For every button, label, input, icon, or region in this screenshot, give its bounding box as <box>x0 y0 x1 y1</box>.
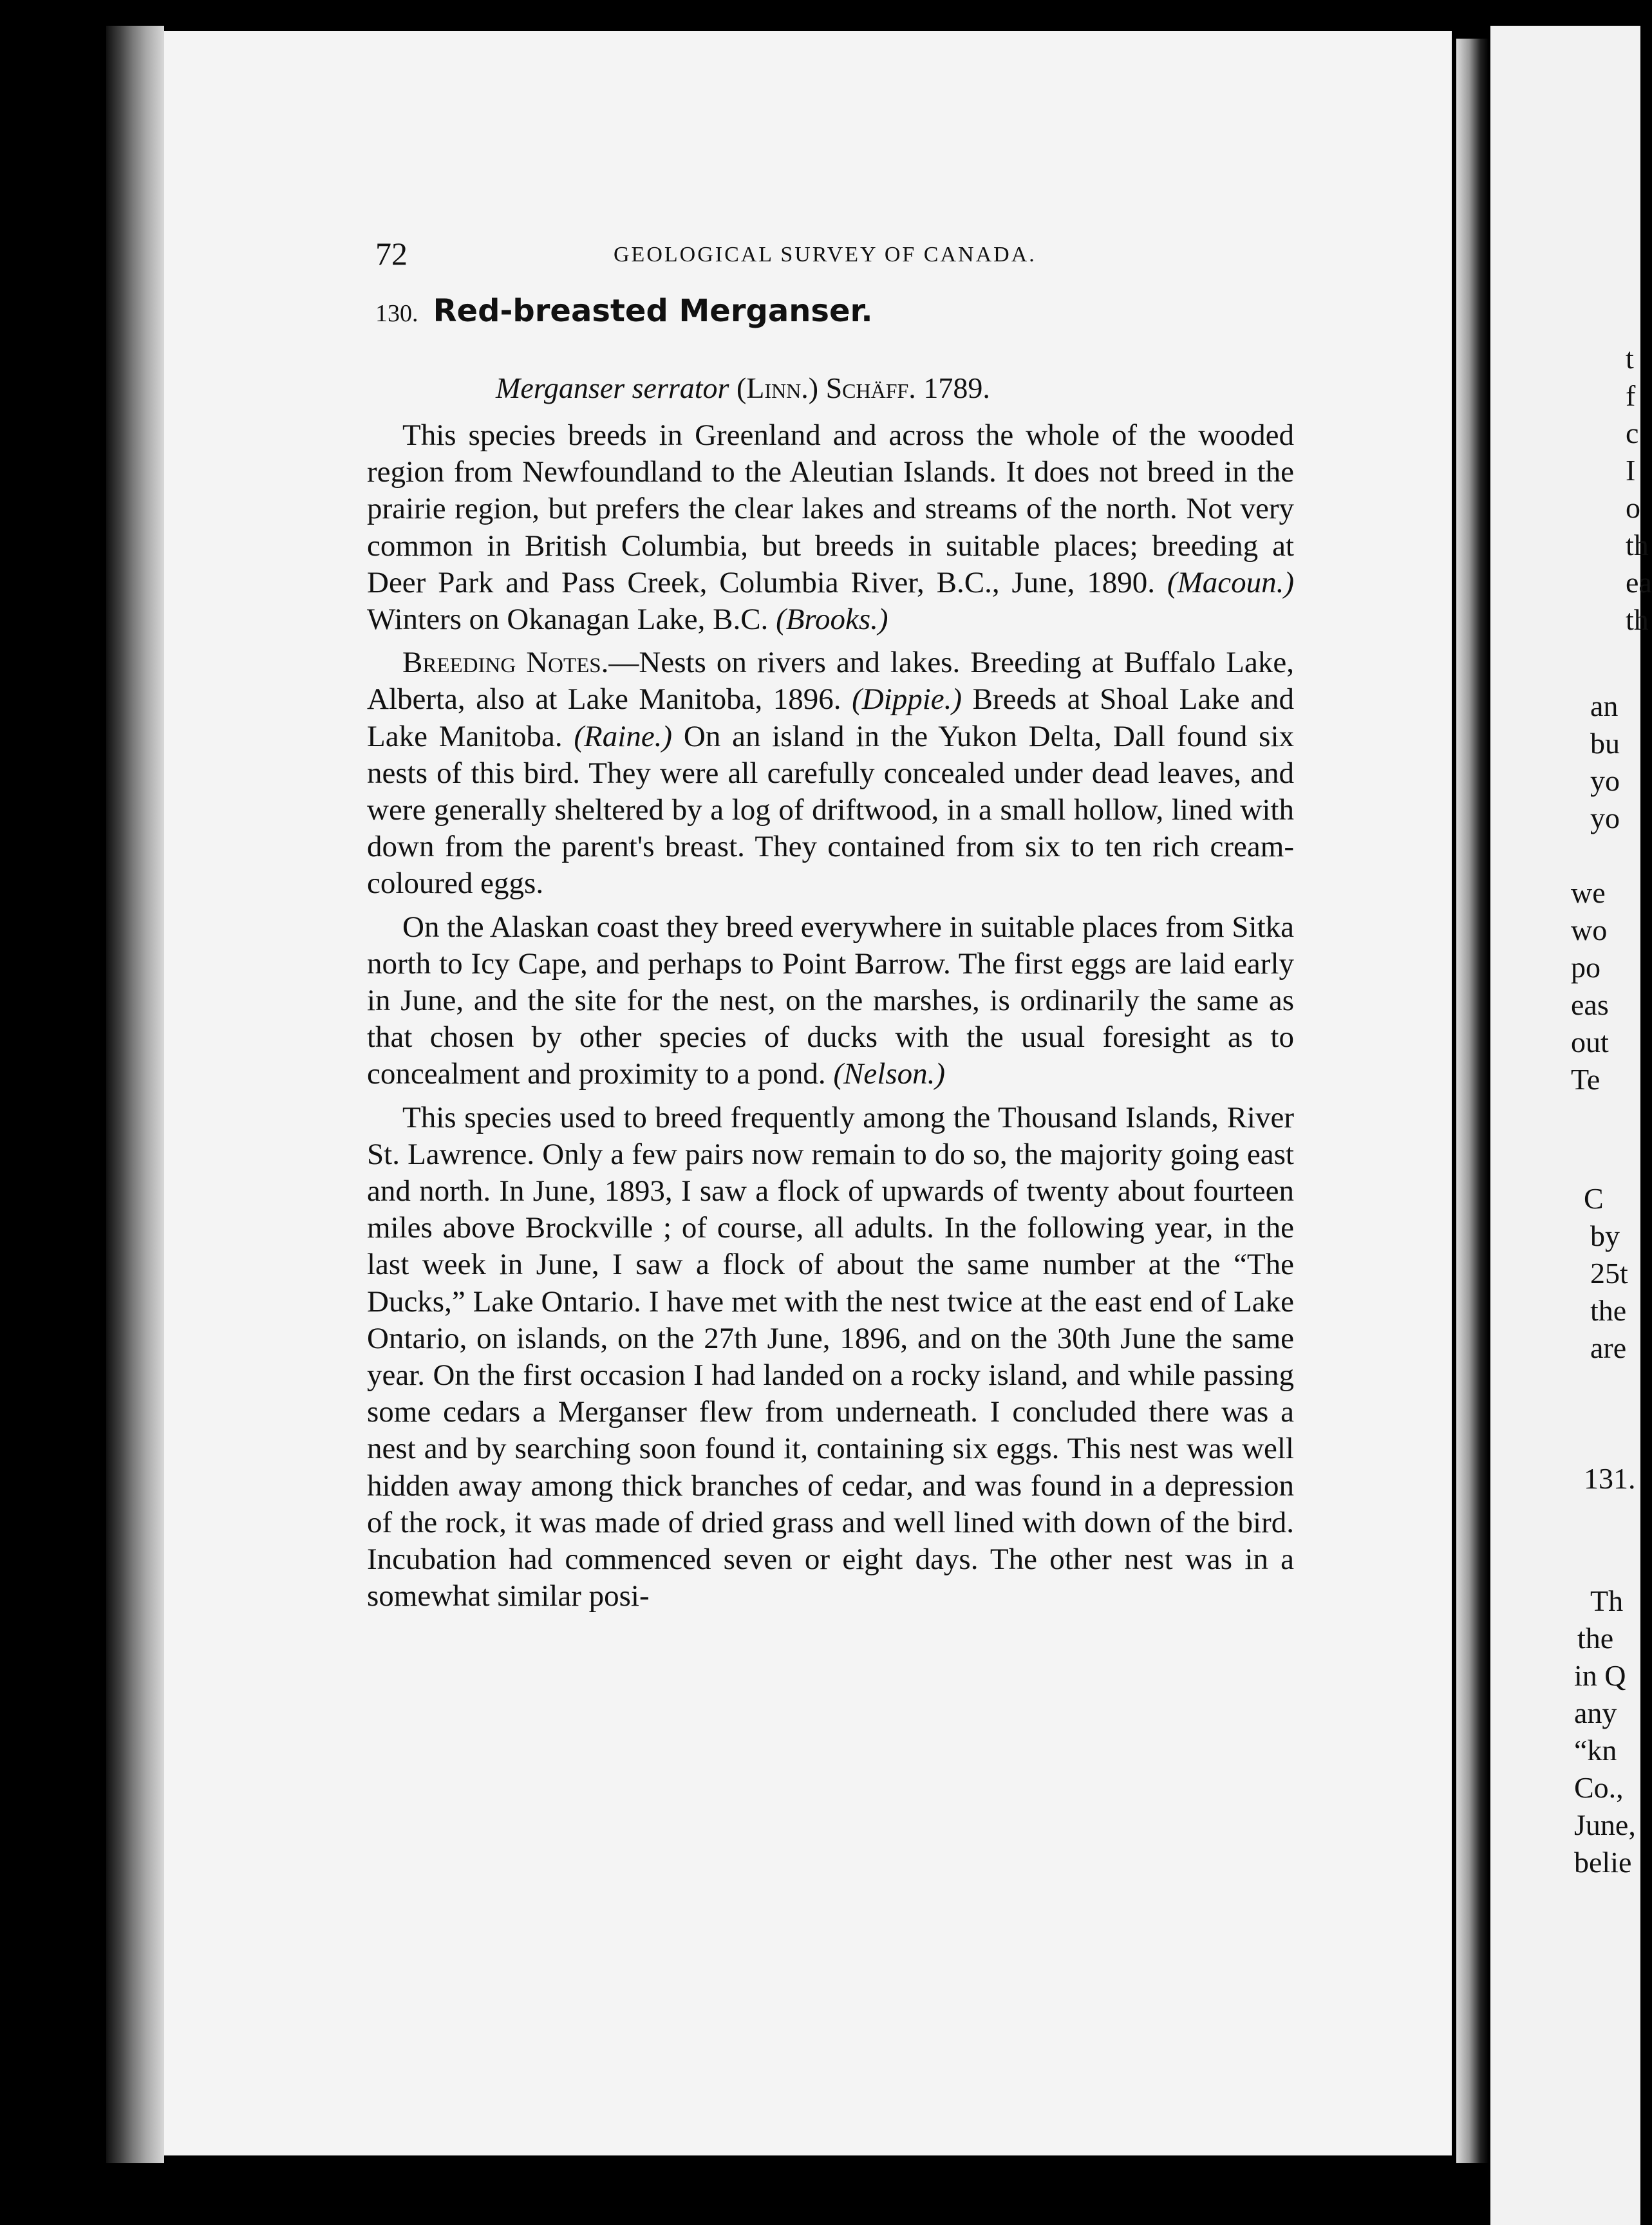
entry-heading <box>375 293 873 329</box>
facing-page-fragment: out <box>1571 1026 1609 1058</box>
facing-page-fragment: th <box>1626 603 1649 636</box>
facing-page-fragment: any <box>1574 1696 1617 1729</box>
facing-page-fragment: wo <box>1571 914 1608 946</box>
citation: (Dippie.) <box>852 682 962 717</box>
paragraph-text: On an island in the Yukon Delta, Dall found six nests of this bird. They were all carefully concealed under dead leaves, and were generally sheltered by a log of driftwood, in a small hollow, lined with down from the parent's breast. They contained from six to ten rich cream-coloured eggs. <box>367 719 1295 901</box>
facing-page-fragment: Te <box>1571 1063 1600 1096</box>
paragraph-text: Winters on Okanagan Lake, B.C. <box>367 603 776 637</box>
facing-page-fragment: June, <box>1574 1808 1636 1841</box>
facing-page-fragment: by <box>1590 1219 1620 1252</box>
facing-page-fragment: c <box>1626 417 1639 449</box>
paragraph-range <box>367 417 1294 638</box>
paragraph-text: This species used to breed frequently among the Thousand Islands, River St. Lawrence. Only a few pairs now remain to do so, the majority going east and north. In June, 1893, I saw a flock of upwards of twenty about fourteen miles above Brockville ; of course, all adults. In the following year, in the last week in June, I saw a flock of about the same number at the “The Ducks,” Lake Ontario. I have met with the nest twice at the east end of Lake Ontario, on islands, on the 27th June, 1896, and on the 30th June the same year. On the first occasion I had landed on a rocky island, and while passing some cedars a Merganser flew from underneath. I concluded there was a nest and by searching soon found it, containing six eggs. This nest was well hidden away among thick branches of cedar, and was found in a depression of the rock, it was made of dried grass and well lined with down of the bird. Incubation had commenced seven or eight days. The other nest was in a somewhat similar posi- <box>367 1100 1294 1613</box>
page-number: 72 <box>375 236 408 272</box>
paragraph-alaska <box>367 909 1294 1093</box>
entry-title: Red-breasted Merganser. <box>433 293 873 329</box>
page-header <box>375 235 1071 280</box>
facing-page-fragment: “kn <box>1574 1734 1617 1767</box>
paragraph-text: This species breeds in Greenland and across the whole of the wooded region from Newfoundland to the Aleutian Islands. It does not breed in the prairie region, but prefers the clear lakes and streams of the north. Not very common in British Columbia, but breeds in suitable places; breeding at Deer Park and Pass Creek, Columbia River, B.C., June, 1890. <box>367 418 1294 599</box>
citation: (Brooks.) <box>776 603 888 637</box>
name-authority: (Linn.) Schäff. <box>736 371 916 404</box>
facing-page-fragment: 131. <box>1584 1462 1636 1495</box>
paragraph-thousand-islands <box>367 1100 1294 1615</box>
facing-page-fragment: th <box>1626 529 1649 561</box>
facing-page-fragment: belie <box>1574 1846 1632 1879</box>
scientific-name-line <box>496 371 990 405</box>
citation: (Nelson.) <box>833 1057 946 1091</box>
facing-page-fragment: f <box>1626 379 1636 412</box>
paragraph-text: On the Alaskan coast they breed everywhere in suitable places from Sitka north to Icy Cape, and perhaps to Point Barrow. The first eggs are laid early in June, and the site for the nest, on the marshes, is ordinarily the same as that chosen by other species of ducks with the usual foresight as to concealment and proximity to a pond. <box>367 910 1294 1091</box>
citation: (Raine.) <box>574 719 673 753</box>
facing-page-fragment: Th <box>1590 1584 1624 1617</box>
entry-number: 130. <box>375 300 418 327</box>
facing-page-fragment: the <box>1577 1622 1614 1655</box>
name-year: 1789. <box>923 371 990 404</box>
facing-page-fragment: po <box>1571 951 1600 984</box>
facing-page-fragment: ea <box>1626 566 1652 599</box>
facing-page-fragment: Co., <box>1574 1771 1624 1804</box>
scientific-name: Merganser serrator <box>496 371 729 404</box>
paragraph-breeding-notes <box>367 644 1294 902</box>
facing-page-fragment: C <box>1584 1182 1604 1215</box>
right-page-edge <box>1490 26 1652 2225</box>
facing-page-fragment: the <box>1590 1294 1627 1327</box>
citation: (Macoun.) <box>1167 565 1294 599</box>
facing-page-fragment: eas <box>1571 988 1609 1021</box>
facing-page-fragment: in Q <box>1574 1659 1626 1692</box>
facing-page-fragment: yo <box>1590 764 1620 797</box>
facing-page-fragment: I <box>1626 454 1636 487</box>
facing-page-fragment: an <box>1590 690 1619 722</box>
facing-page-fragment: yo <box>1590 802 1620 834</box>
running-title: GEOLOGICAL SURVEY OF CANADA. <box>614 243 1037 267</box>
book-spine-shadow <box>1456 39 1488 2163</box>
section-lead: Breeding Notes. <box>402 646 609 680</box>
facing-page-fragment: bu <box>1590 727 1620 760</box>
facing-page-fragment: we <box>1571 876 1606 909</box>
facing-page-fragment: o <box>1626 491 1640 524</box>
facing-page-text <box>1490 26 1652 2225</box>
body-text <box>367 417 1294 1622</box>
facing-page-fragment: are <box>1590 1331 1627 1364</box>
page-gutter-shadow <box>106 26 164 2163</box>
paragraph-text: —Nests on rivers and lakes. Breeding at Buffalo Lake, Alberta, also at Lake Manitoba, 1896. <box>367 646 1294 717</box>
facing-page-fragment: t <box>1626 342 1634 375</box>
facing-page-fragment: 25t <box>1590 1257 1628 1290</box>
paragraph-text: Breeds at Shoal Lake and Lake Manitoba. <box>367 682 1295 753</box>
